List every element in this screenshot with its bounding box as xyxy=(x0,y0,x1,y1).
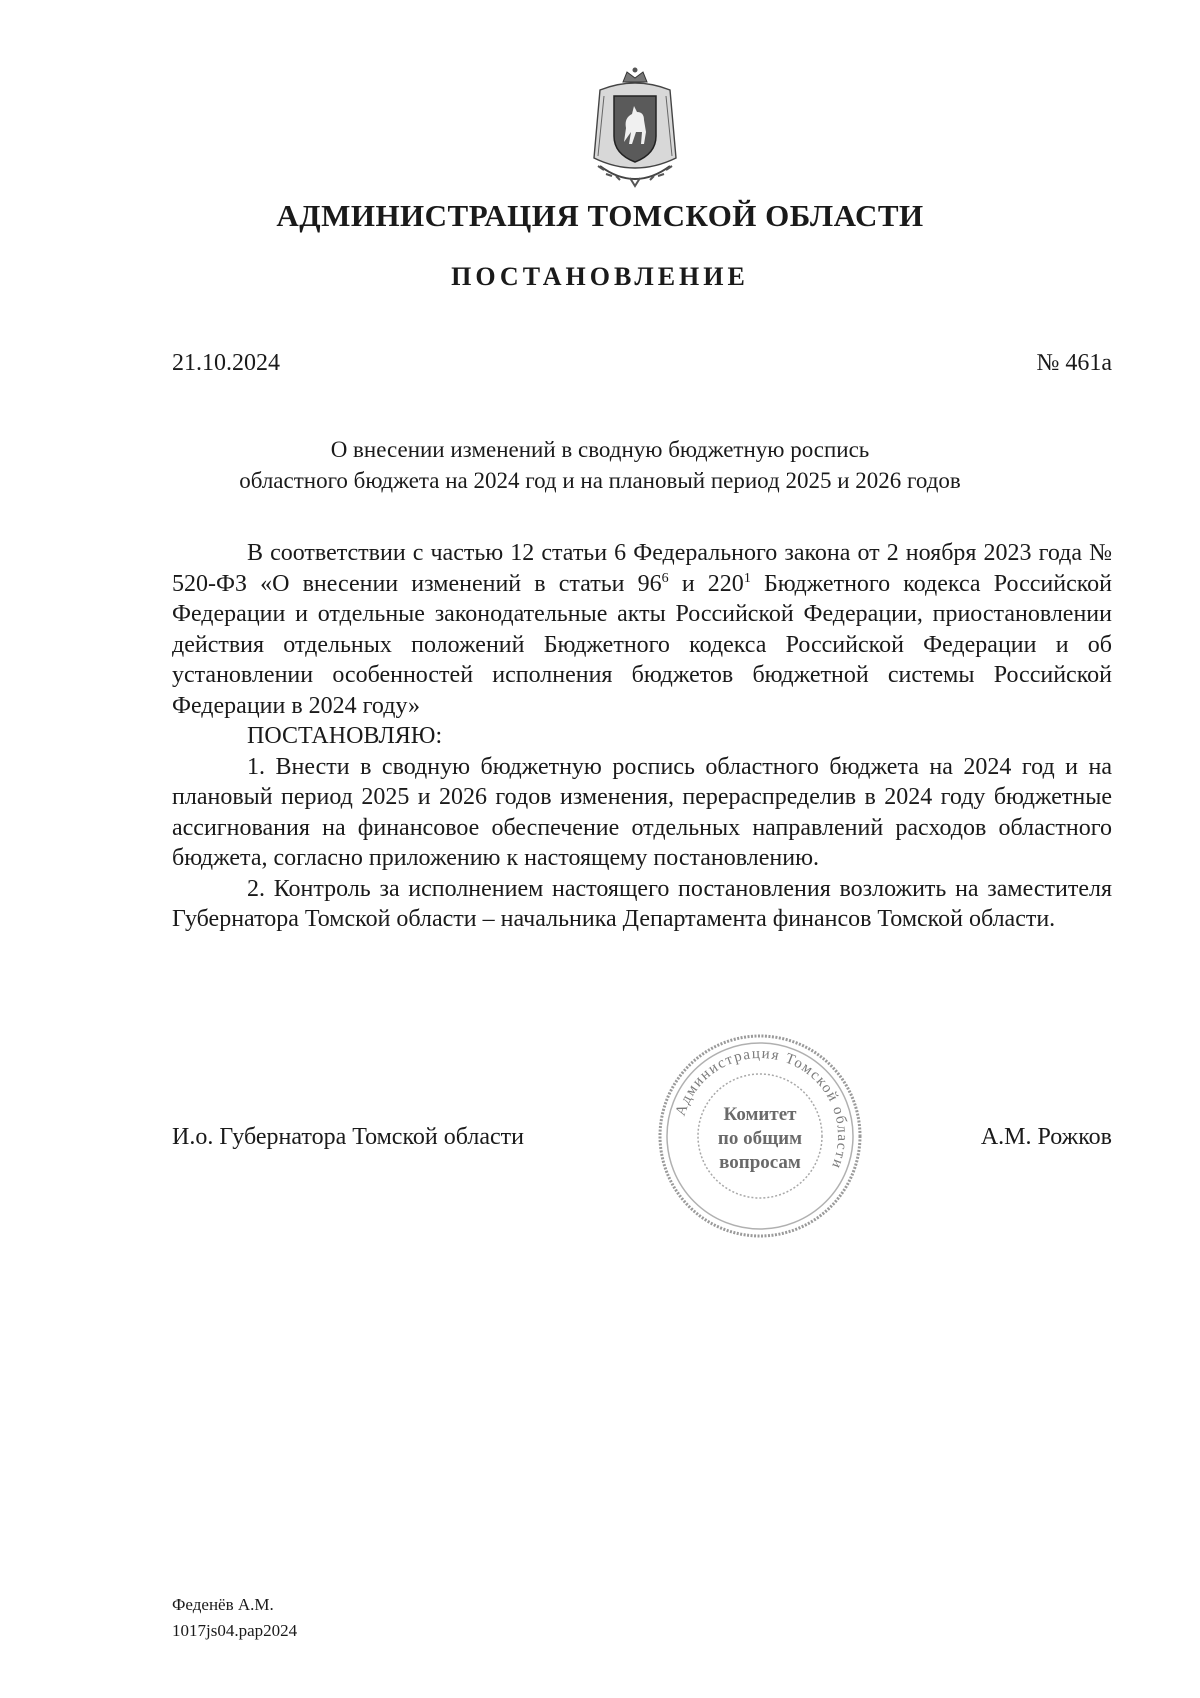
executor-name: Феденёв А.М. xyxy=(172,1595,274,1614)
executor-info xyxy=(172,1592,297,1644)
organization-title: АДМИНИСТРАЦИЯ ТОМСКОЙ ОБЛАСТИ xyxy=(276,198,924,233)
article-superscript-1: 6 xyxy=(661,570,669,586)
stamp-line-1: Комитет xyxy=(723,1104,797,1125)
official-stamp xyxy=(654,1030,866,1242)
preamble-text-3: Бюджетного кодекса Российской Федерации и отдельные законодательные акты Российской Федерации, приостановлении действия отдельных положений Бюджетного кодекса Российской Федерации и об установлении особенностей исполнения бюджетов бюджетной системы Российской Федерации в 2024 году» xyxy=(172,570,1113,719)
stamp-line-3: вопросам xyxy=(719,1152,801,1173)
document-type: ПОСТАНОВЛЕНИЕ xyxy=(451,262,749,291)
document-number: № 461а xyxy=(1036,350,1112,376)
subject-line-1: О внесении изменений в сводную бюджетную роспись xyxy=(330,437,870,462)
item-1-paragraph: 1. Внести в сводную бюджетную роспись областного бюджета на 2024 год и на плановый период 2025 и 2026 годов изменения, перераспределив в 2024 году бюджетные ассигнования на финансовое обеспечение отдельных направлений расходов областного бюджета, согласно приложению к настоящему постановлению. xyxy=(172,753,1112,871)
subject-line-2: областного бюджета на 2024 год и на плановый период 2025 и 2026 годов xyxy=(239,468,961,493)
article-superscript-2: 1 xyxy=(743,570,751,586)
stamp-ring-text: Администрация Томской области xyxy=(672,1045,851,1172)
preamble-text-1: В соответствии с частью 12 статьи 6 Федерального закона от 2 ноября 2023 года № 520-ФЗ «О внесении изменений в статьи 96 xyxy=(172,540,1112,597)
preamble-paragraph xyxy=(172,538,1112,721)
document-date: 21.10.2024 xyxy=(172,350,280,376)
document-body xyxy=(172,538,1112,935)
stamp-line-2: по общим xyxy=(717,1128,803,1149)
resolve-heading: ПОСТАНОВЛЯЮ: xyxy=(247,723,443,749)
signer-name: А.М. Рожков xyxy=(980,1124,1112,1150)
signer-title: И.о. Губернатора Томской области xyxy=(172,1124,524,1150)
executor-file: 1017js04.pap2024 xyxy=(172,1621,298,1640)
preamble-text-2: и 220 xyxy=(668,570,744,597)
item-2-paragraph: 2. Контроль за исполнением настоящего постановления возложить на заместителя Губернатора Томской области – начальника Департамента финансов Томской области. xyxy=(172,875,1112,932)
document-subject xyxy=(0,434,1200,496)
tomsk-oblast-coat-of-arms-icon xyxy=(580,66,690,190)
